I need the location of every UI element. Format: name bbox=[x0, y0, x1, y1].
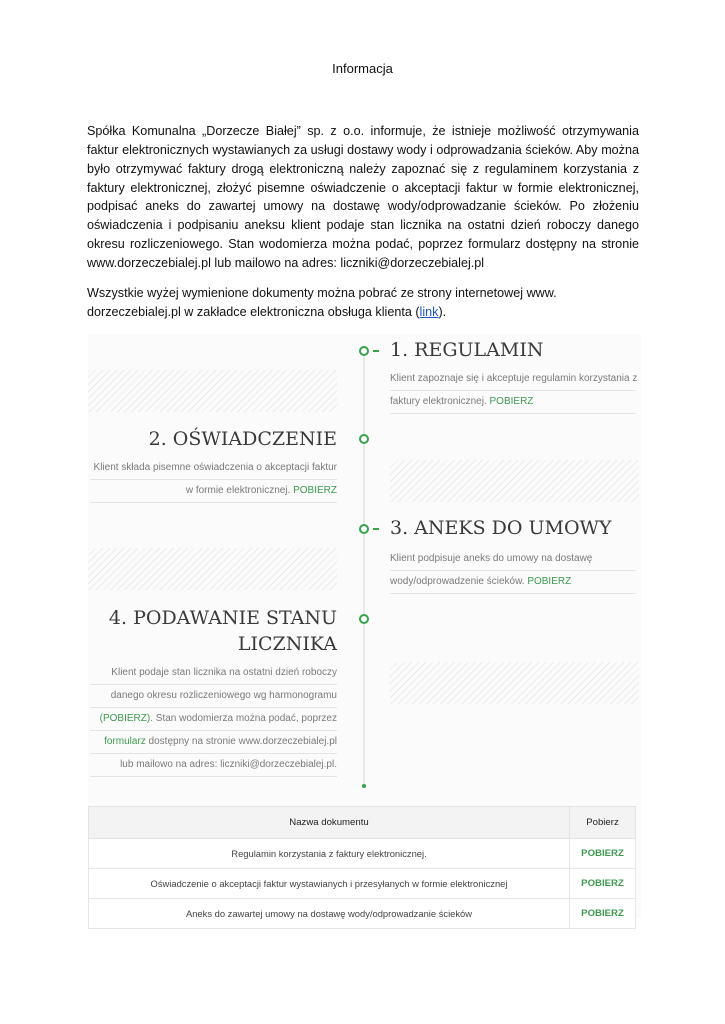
step-2-description bbox=[90, 457, 337, 503]
step-1-line bbox=[390, 391, 636, 414]
step-4-download-link[interactable]: (POBIERZ) bbox=[99, 713, 151, 724]
timeline-end-dot bbox=[362, 784, 366, 788]
hatch-pattern bbox=[88, 548, 337, 590]
download-link[interactable]: POBIERZ bbox=[570, 869, 636, 899]
document-name: Aneks do zawartej umowy na dostawę wody/odprowadzanie ścieków bbox=[89, 899, 570, 929]
table-row bbox=[89, 839, 636, 869]
hatch-pattern bbox=[390, 662, 639, 704]
step-4-form-link[interactable]: formularz bbox=[104, 736, 146, 747]
step-1-line: Klient zapoznaje się i akceptuje regulamin korzystania z bbox=[390, 368, 636, 391]
timeline-node-4 bbox=[359, 614, 369, 624]
step-4-text: dostępny na stronie www.dorzeczebialej.pl bbox=[145, 736, 337, 747]
step-1-title: 1. REGULAMIN bbox=[390, 339, 544, 361]
hatch-pattern bbox=[390, 460, 639, 502]
step-4-line bbox=[90, 708, 337, 731]
step-4-title bbox=[109, 605, 337, 657]
timeline-node-2 bbox=[359, 434, 369, 444]
step-4-description bbox=[90, 662, 337, 777]
step-3-title: 3. ANEKS DO UMOWY bbox=[390, 517, 612, 539]
documents-paragraph-end: ). bbox=[438, 304, 447, 319]
documents-paragraph bbox=[87, 284, 639, 322]
column-header-document-name: Nazwa dokumentu bbox=[89, 807, 570, 839]
step-3-line: Klient podpisuje aneks do umowy na dostawę bbox=[390, 548, 636, 571]
timeline-dash bbox=[373, 528, 379, 530]
customer-service-link[interactable]: link bbox=[419, 304, 439, 319]
step-3-text: wody/odprowadzenie ścieków. bbox=[390, 576, 525, 587]
download-link[interactable]: POBIERZ bbox=[570, 839, 636, 869]
step-4-text: . Stan wodomierza można podać, poprzez bbox=[150, 713, 337, 724]
timeline-node-1 bbox=[359, 346, 369, 356]
intro-paragraph: Spółka Komunalna „Dorzecze Białej” sp. z o.o. informuje, że istnieje możliwość otrzymywania faktur elektronicznych wystawianych za usługi dostawy wody i odprowadzania ścieków. Aby można było otrzymywać faktury drogą elektroniczną należy zapoznać się z regulaminem korzystania z faktury elektronicznej, złożyć pisemne oświadczenie o akceptacji faktur w formie elektronicznej, podpisać aneks do zawartej umowy na dostawę wody/odprowadzanie ścieków. Po złożeniu oświadczenia i podpisaniu aneksu klient podaje stan licznika na ostatni dzień roboczy danego okresu rozliczeniowego. Stan wodomierza można podać, poprzez formularz dostępny na stronie www.dorzeczebialej.pl lub mailowo na adres: liczniki@dorzeczebialej.pl bbox=[87, 124, 639, 270]
step-4-line: lub mailowo na adres: liczniki@dorzeczebialej.pl. bbox=[90, 754, 337, 777]
documents-paragraph-text: Wszystkie wyżej wymienione dokumenty można pobrać ze strony internetowej www. dorzeczebialej.pl w zakładce elektroniczna obsługa klienta ( bbox=[87, 286, 557, 319]
step-4-line bbox=[90, 731, 337, 754]
step-2-text: w formie elektronicznej. bbox=[185, 485, 291, 496]
step-4-title-line: LICZNIKA bbox=[237, 633, 337, 655]
timeline-dash bbox=[373, 350, 379, 352]
step-2-line: Klient składa pisemne oświadczenia o akceptacji faktur bbox=[90, 457, 337, 480]
step-3-line bbox=[390, 571, 636, 594]
document-name: Regulamin korzystania z faktury elektronicznej. bbox=[89, 839, 570, 869]
step-4-line: danego okresu rozliczeniowego wg harmonogramu bbox=[90, 685, 337, 708]
step-1-download-link[interactable]: POBIERZ bbox=[489, 396, 534, 407]
column-header-download: Pobierz bbox=[570, 807, 636, 839]
step-3-description bbox=[390, 548, 636, 594]
table-header-row bbox=[89, 807, 636, 839]
step-1-description bbox=[390, 368, 636, 414]
step-4-line: Klient podaje stan licznika na ostatni dzień roboczy bbox=[90, 662, 337, 685]
table-row bbox=[89, 899, 636, 929]
hatch-pattern bbox=[88, 370, 337, 412]
download-link[interactable]: POBIERZ bbox=[570, 899, 636, 929]
document-name: Oświadczenie o akceptacji faktur wystawianych i przesyłanych w formie elektronicznej bbox=[89, 869, 570, 899]
step-4-title-line: 4. PODAWANIE STANU bbox=[108, 607, 337, 629]
documents-table bbox=[88, 806, 636, 929]
table-row bbox=[89, 869, 636, 899]
timeline-line bbox=[363, 348, 365, 788]
step-2-line bbox=[90, 480, 337, 503]
step-2-download-link[interactable]: POBIERZ bbox=[293, 485, 337, 496]
step-1-text: faktury elektronicznej. bbox=[390, 396, 487, 407]
step-2-title: 2. OŚWIADCZENIE bbox=[148, 428, 337, 450]
timeline-node-3 bbox=[359, 524, 369, 534]
step-3-download-link[interactable]: POBIERZ bbox=[527, 576, 572, 587]
document-title: Informacja bbox=[332, 61, 393, 76]
